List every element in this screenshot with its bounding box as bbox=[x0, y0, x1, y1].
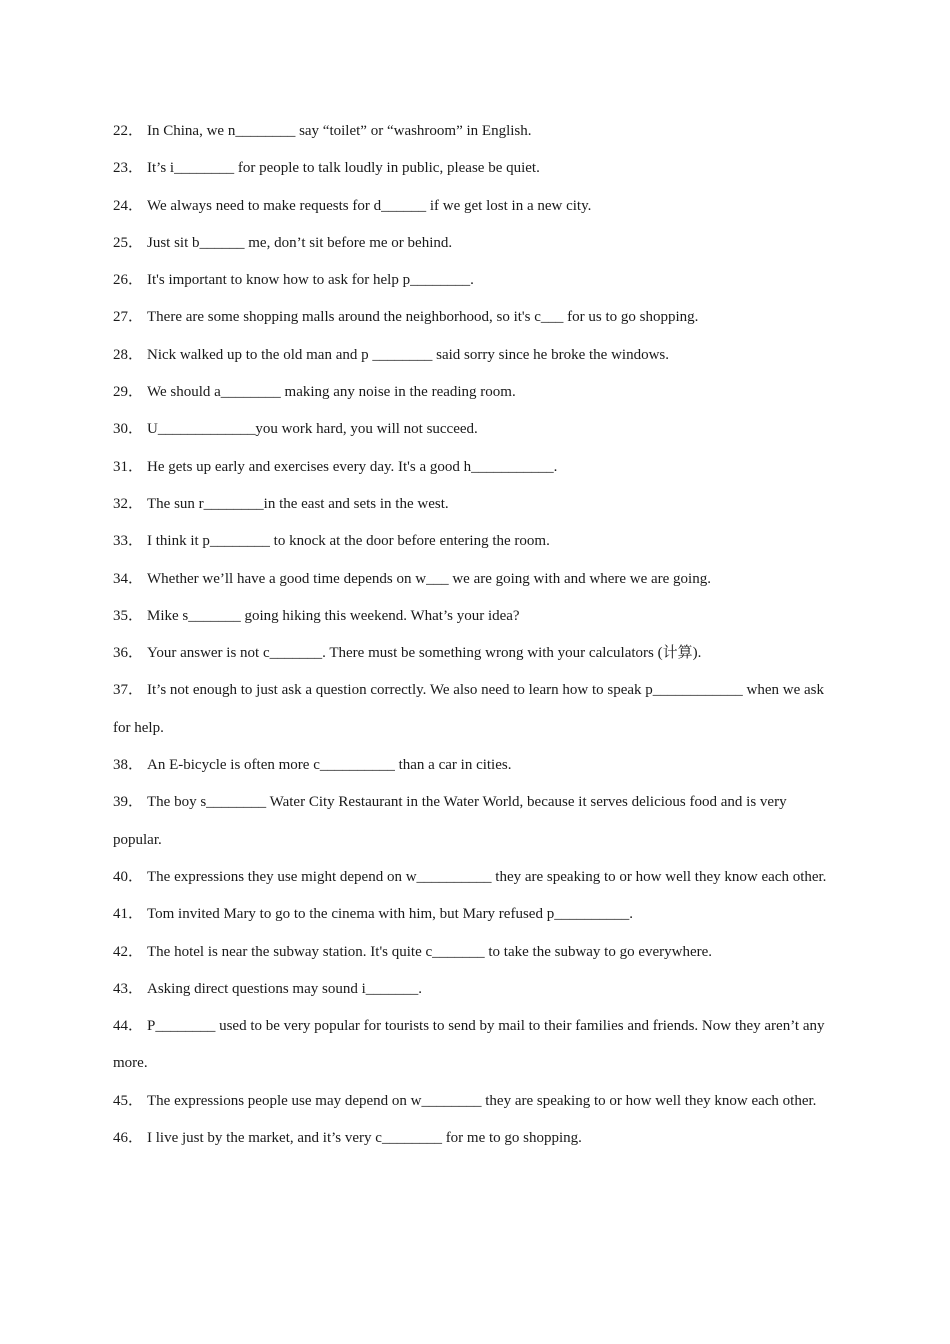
question-item bbox=[113, 1120, 838, 1157]
question-item bbox=[113, 672, 838, 747]
question-item bbox=[113, 784, 838, 859]
question-text: The boy s________ Water City Restaurant in the Water World, because it serves delicious food and is very popular. bbox=[113, 794, 787, 848]
question-text: An E-bicycle is often more c__________ than a car in cities. bbox=[147, 757, 512, 774]
question-text: It’s i________ for people to talk loudly in public, please be quiet. bbox=[147, 160, 540, 177]
question-item bbox=[113, 971, 838, 1008]
question-text: I think it p________ to knock at the door before entering the room. bbox=[147, 533, 550, 550]
question-text: We always need to make requests for d______ if we get lost in a new city. bbox=[147, 197, 592, 214]
question-number: 25． bbox=[113, 234, 144, 251]
question-item bbox=[113, 337, 838, 374]
question-text: It’s not enough to just ask a question correctly. We also need to learn how to speak p____________ when we ask for help. bbox=[113, 682, 824, 736]
question-number: 29． bbox=[113, 384, 144, 401]
question-text: I live just by the market, and it’s very c________ for me to go shopping. bbox=[147, 1130, 582, 1147]
question-number: 40． bbox=[113, 868, 144, 885]
question-number: 27． bbox=[113, 309, 144, 326]
question-number: 43． bbox=[113, 980, 144, 997]
question-number: 35． bbox=[113, 607, 144, 624]
question-number: 42． bbox=[113, 943, 144, 960]
question-text: U_____________you work hard, you will not succeed. bbox=[147, 421, 478, 438]
question-item bbox=[113, 225, 838, 262]
worksheet-page bbox=[113, 113, 838, 1157]
question-item bbox=[113, 934, 838, 971]
question-number: 38． bbox=[113, 757, 144, 774]
question-text: Asking direct questions may sound i_______. bbox=[147, 980, 422, 997]
question-number: 30． bbox=[113, 421, 144, 438]
question-number: 28． bbox=[113, 346, 144, 363]
question-text: The expressions they use might depend on w__________ they are speaking to or how well they know each other. bbox=[147, 868, 827, 885]
question-item bbox=[113, 1008, 838, 1083]
question-text: Just sit b______ me, don’t sit before me or behind. bbox=[147, 234, 453, 251]
question-item bbox=[113, 561, 838, 598]
question-number: 46． bbox=[113, 1130, 144, 1147]
question-item bbox=[113, 299, 838, 336]
question-number: 34． bbox=[113, 570, 144, 587]
question-text: The hotel is near the subway station. It's quite c_______ to take the subway to go everywhere. bbox=[147, 943, 713, 960]
question-item bbox=[113, 150, 838, 187]
question-number: 41． bbox=[113, 906, 144, 923]
question-item bbox=[113, 449, 838, 486]
question-number: 26． bbox=[113, 272, 144, 289]
question-number: 45． bbox=[113, 1092, 144, 1109]
question-text: In China, we n________ say “toilet” or “washroom” in English. bbox=[147, 123, 532, 139]
question-text: We should a________ making any noise in the reading room. bbox=[147, 384, 516, 401]
question-number: 31． bbox=[113, 458, 144, 475]
question-item bbox=[113, 374, 838, 411]
question-text: Mike s_______ going hiking this weekend. What’s your idea? bbox=[147, 607, 520, 624]
question-text: Nick walked up to the old man and p ________ said sorry since he broke the windows. bbox=[147, 346, 669, 363]
question-number: 44． bbox=[113, 1018, 144, 1035]
question-text: Whether we’ll have a good time depends on w___ we are going with and where we are going. bbox=[147, 570, 711, 587]
question-text: The sun r________in the east and sets in the west. bbox=[147, 495, 449, 512]
question-text: P________ used to be very popular for tourists to send by mail to their families and friends. Now they aren’t any more. bbox=[113, 1018, 825, 1072]
question-item bbox=[113, 747, 838, 784]
question-item bbox=[113, 523, 838, 560]
question-number: 23． bbox=[113, 160, 144, 177]
question-number: 32． bbox=[113, 495, 144, 512]
question-text: He gets up early and exercises every day. It's a good h___________. bbox=[147, 458, 558, 475]
question-item bbox=[113, 262, 838, 299]
question-number: 22． bbox=[113, 123, 144, 139]
question-text: Tom invited Mary to go to the cinema with him, but Mary refused p__________. bbox=[147, 906, 633, 923]
question-text: It's important to know how to ask for help p________. bbox=[147, 272, 474, 289]
question-item bbox=[113, 188, 838, 225]
question-item bbox=[113, 411, 838, 448]
question-number: 37． bbox=[113, 682, 144, 699]
question-item bbox=[113, 598, 838, 635]
question-item bbox=[113, 486, 838, 523]
question-number: 33． bbox=[113, 533, 144, 550]
question-item bbox=[113, 859, 838, 896]
question-item bbox=[113, 113, 838, 150]
question-item bbox=[113, 1083, 838, 1120]
question-item bbox=[113, 635, 838, 672]
question-number: 24． bbox=[113, 197, 144, 214]
question-text: Your answer is not c_______. There must be something wrong with your calculators (计算). bbox=[147, 645, 702, 662]
question-text: The expressions people use may depend on w________ they are speaking to or how well they know each other. bbox=[147, 1092, 817, 1109]
question-number: 36． bbox=[113, 645, 144, 662]
question-item bbox=[113, 896, 838, 933]
question-number: 39． bbox=[113, 794, 144, 811]
question-text: There are some shopping malls around the neighborhood, so it's c___ for us to go shopping. bbox=[147, 309, 699, 326]
